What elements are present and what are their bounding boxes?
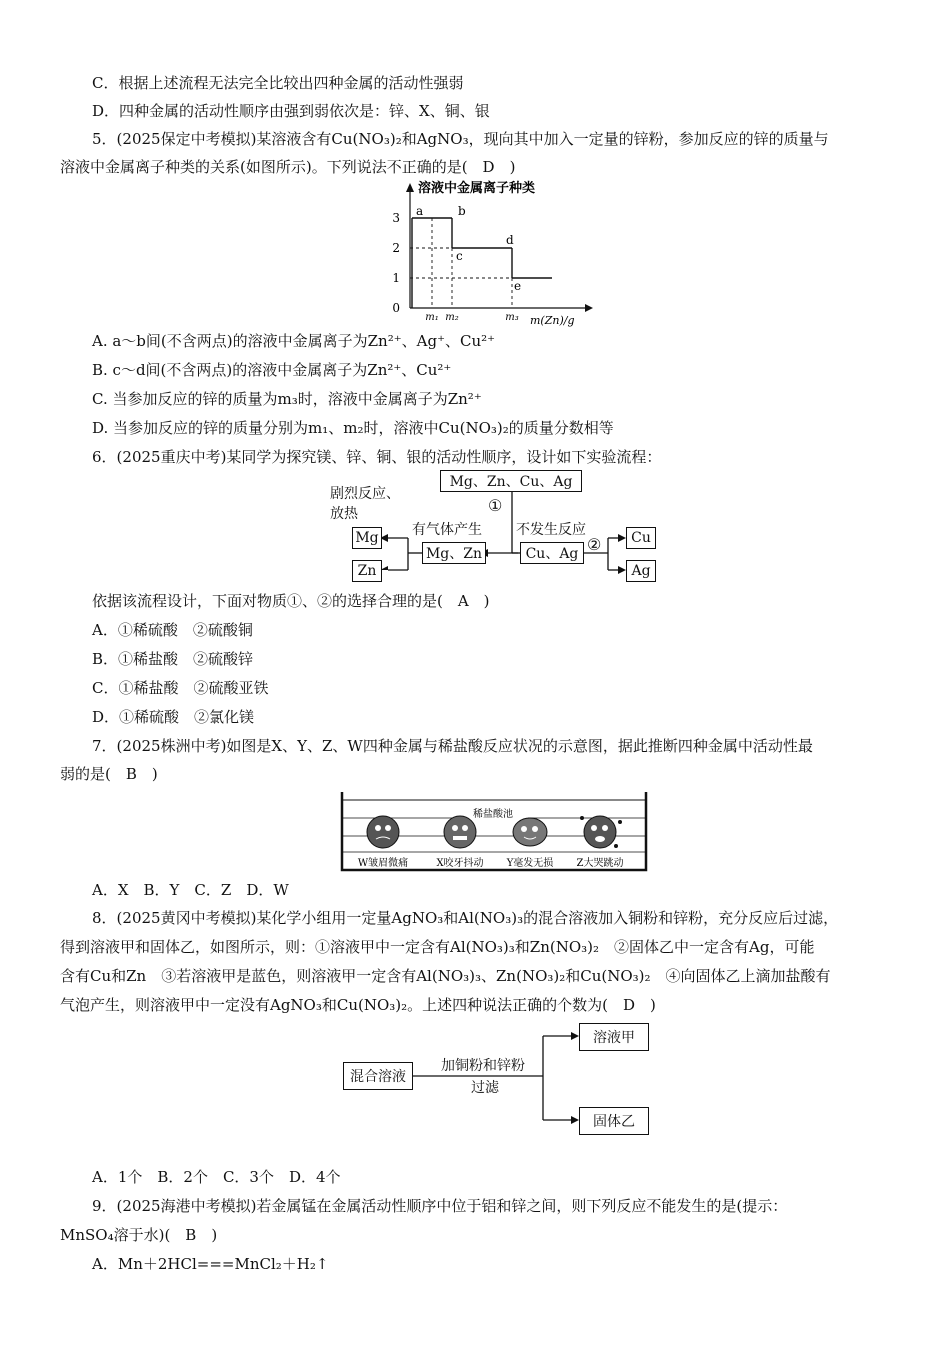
point-label-d: d — [506, 233, 514, 247]
y-tick-label-0: 0 — [392, 301, 400, 315]
q8-options: A．1个 B．2个 C．3个 D．4个 — [92, 1168, 341, 1186]
q6-box-cu-ag: Cu、Ag — [520, 542, 584, 564]
x-tick-label: m₂ — [445, 312, 459, 323]
point-label-e: e — [514, 279, 522, 293]
q9-stem-line1: 9．(2025海港中考模拟)若金属锰在金属活动性顺序中位于铝和锌之间，则下列反应不能发生的是(提示： — [92, 1197, 788, 1215]
q8-stem-line4: 气泡产生，则溶液甲中一定没有AgNO₃和Cu(NO₃)₂。上述四种说法正确的个数为( D ) — [60, 996, 656, 1014]
x-tick-label: m₃ — [505, 312, 519, 323]
q8-stem-line2: 得到溶液甲和固体乙，如图所示，则：①溶液甲中一定含有Al(NO₃)₃和Zn(NO₃)₂ ②固体乙中一定含有Ag，可能 — [60, 938, 815, 956]
q6-box-ag: Ag — [626, 560, 656, 582]
caption-y: Y毫发无损 — [506, 858, 554, 869]
q6-option-d: D．①稀硫酸 ②氯化镁 — [92, 708, 255, 726]
chart-marks — [392, 204, 552, 323]
x-tick-label: m₁ — [425, 312, 439, 323]
q9-stem-line2: MnSO₄溶于水)( B ) — [60, 1226, 218, 1244]
point-label-a: a — [416, 204, 424, 218]
caption-z: Z大哭跳动 — [576, 858, 624, 869]
q6-option-b: B．①稀盐酸 ②硫酸锌 — [92, 650, 254, 668]
q8-step-label-2: 过滤 — [471, 1080, 499, 1096]
q6-flow-diagram — [330, 468, 660, 588]
q4-option-c: C．根据上述流程无法完全比较出四种金属的活动性强弱 — [92, 74, 464, 92]
q7-metals-illustration — [338, 788, 650, 876]
q5-ion-chart — [360, 178, 600, 328]
y-tick-label-3: 3 — [392, 211, 400, 225]
q7-stem-line2: 弱的是( B ) — [60, 765, 158, 783]
q5-option-b: B. c～d间(不含两点)的溶液中金属离子为Zn²⁺、Cu²⁺ — [92, 361, 452, 379]
q8-box-solid: 固体乙 — [579, 1107, 649, 1135]
q8-stem-line3: 含有Cu和Zn ③若溶液甲是蓝色，则溶液甲一定含有Al(NO₃)₃、Zn(NO₃)₂和Cu(NO₃)₂ ④向固体乙上滴加盐酸有 — [60, 967, 831, 985]
q8-stem-line1: 8．(2025黄冈中考模拟)某化学小组用一定量AgNO₃和Al(NO₃)₃的混合溶液加入铜粉和锌粉，充分反应后过滤， — [92, 909, 839, 927]
q6-no-react-label: 不发生反应 — [516, 522, 586, 538]
y-tick-label-2: 2 — [392, 241, 400, 255]
q6-box-start: Mg、Zn、Cu、Ag — [440, 470, 582, 492]
q8-box-solution: 溶液甲 — [579, 1023, 649, 1051]
q6-reagent-1: ① — [488, 496, 503, 515]
q6-reagent-2: ② — [587, 535, 602, 554]
q7-stem-line1: 7．(2025株洲中考)如图是X、Y、Z、W四种金属与稀盐酸反应状况的示意图，据此推断四种金属中活动性最 — [92, 737, 813, 755]
q4-option-d: D．四种金属的活动性顺序由强到弱依次是：锌、X、铜、银 — [92, 102, 490, 120]
q5-stem-line1: 5．(2025保定中考模拟)某溶液含有Cu(NO₃)₂和AgNO₃，现向其中加入一定量的锌粉，参加反应的锌的质量与 — [92, 130, 829, 148]
metal-y-icon — [513, 818, 547, 846]
q6-violent-label-2: 放热 — [330, 506, 358, 522]
chart-ylabel: 溶液中金属离子种类 — [418, 181, 536, 196]
q6-box-mg-zn: Mg、Zn — [422, 542, 486, 564]
q8-flow-diagram — [343, 1020, 663, 1140]
y-tick-label-1: 1 — [392, 271, 400, 285]
caption-w: W皱眉微痛 — [357, 858, 409, 869]
q8-box-mix: 混合溶液 — [343, 1062, 413, 1090]
q5-stem-line2: 溶液中金属离子种类的关系(如图所示)。下列说法不正确的是( D ) — [60, 158, 516, 176]
metal-x-icon — [444, 816, 476, 848]
caption-x: X咬牙抖动 — [436, 858, 484, 869]
q6-option-a: A．①稀硫酸 ②硫酸铜 — [92, 621, 253, 639]
q8-step-label-1: 加铜粉和锌粉 — [441, 1058, 525, 1074]
q6-stem-line1: 6．(2025重庆中考)某同学为探究镁、锌、铜、银的活动性顺序，设计如下实验流程： — [92, 448, 662, 466]
q5-option-d: D. 当参加反应的锌的质量分别为m₁、m₂时，溶液中Cu(NO₃)₂的质量分数相等 — [92, 419, 614, 437]
metal-w-icon — [367, 816, 399, 848]
q9-option-a: A．Mn＋2HCl===MnCl₂＋H₂↑ — [92, 1255, 329, 1273]
metal-z-icon — [580, 816, 622, 848]
y-axis-arrow — [406, 183, 414, 192]
q6-gas-label: 有气体产生 — [412, 522, 482, 538]
q7-options: A．X B．Y C．Z D．W — [92, 881, 289, 899]
q6-option-c: C．①稀盐酸 ②硫酸亚铁 — [92, 679, 269, 697]
point-label-b: b — [458, 204, 466, 218]
q5-option-c: C. 当参加反应的锌的质量为m₃时，溶液中金属离子为Zn²⁺ — [92, 390, 482, 408]
point-label-c: c — [456, 249, 463, 263]
q6-box-cu: Cu — [626, 527, 656, 549]
q5-option-a: A. a～b间(不含两点)的溶液中金属离子为Zn²⁺、Ag⁺、Cu²⁺ — [92, 332, 496, 350]
q6-violent-label-1: 剧烈反应、 — [330, 486, 400, 502]
x-axis-arrow — [585, 304, 593, 312]
pool-label: 稀盐酸池 — [473, 809, 513, 820]
chart-xlabel: m(Zn)/g — [530, 314, 575, 327]
q6-stem-line2: 依据该流程设计，下面对物质①、②的选择合理的是( A ) — [92, 592, 490, 610]
q6-box-mg: Mg — [352, 527, 382, 549]
q6-box-zn: Zn — [352, 560, 382, 582]
